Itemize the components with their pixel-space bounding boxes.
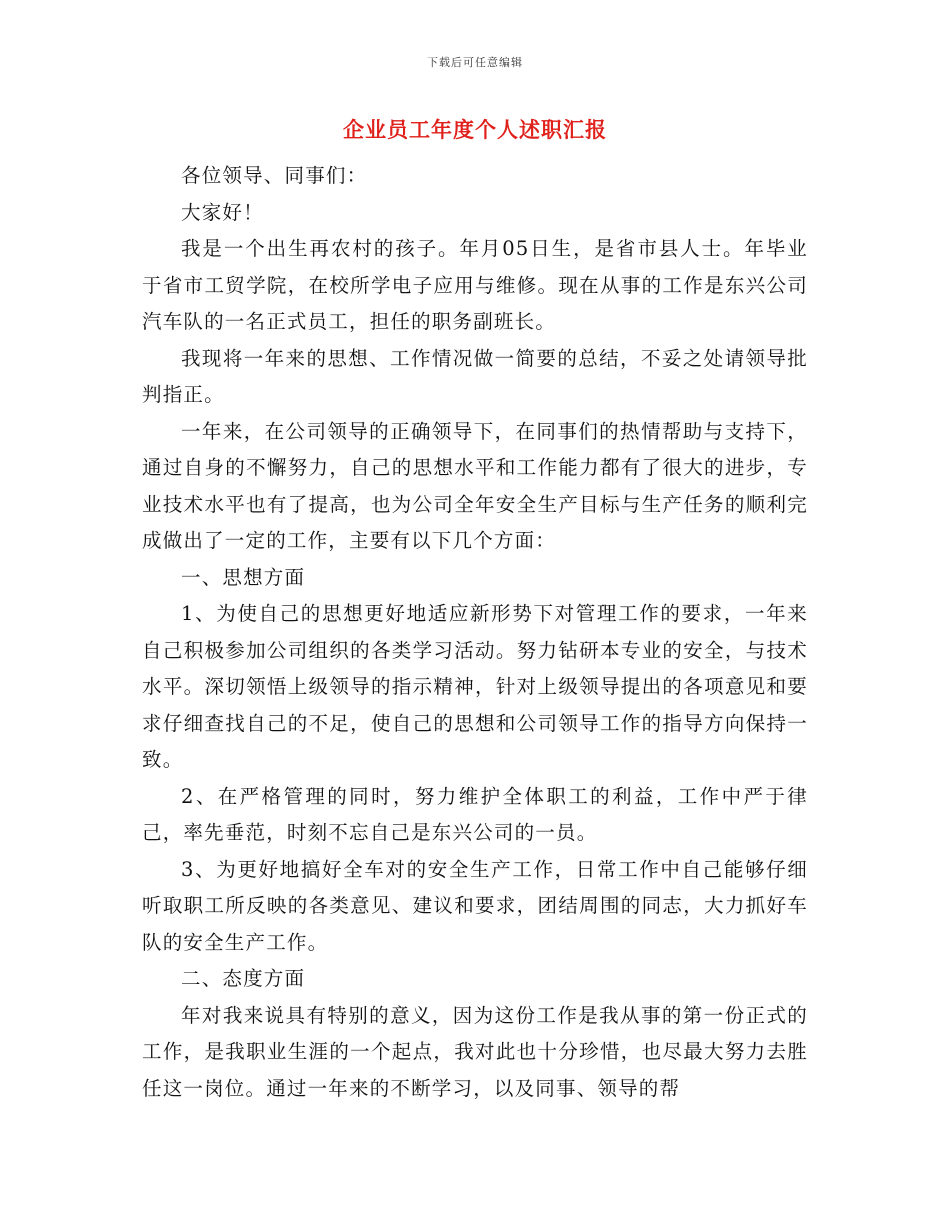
paragraph-summary-note: 我现将一年来的思想、工作情况做一简要的总结，不妥之处请领导批判指正。 xyxy=(142,346,808,406)
header-note: 下载后可任意编辑 xyxy=(427,56,523,69)
paragraph-thought-1: 1、为使自己的思想更好地适应新形势下对管理工作的要求，一年来自己积极参加公司组织的各类学习活动。努力钻研本专业的安全，与技术水平。深切领悟上级领导的指示精神，针对上级领导提出的各项意见和要求仔细查找自己的不足，使自己的思想和公司领导工作的指导方向保持一致。 xyxy=(142,602,808,771)
paragraph-hello: 大家好！ xyxy=(181,200,264,224)
paragraph-overview: 一年来，在公司领导的正确领导下，在同事们的热情帮助与支持下，通过自身的不懈努力，自己的思想水平和工作能力都有了很大的进步，专业技术水平也有了提高，也为公司全年安全生产目标与生产任务的顺利完成做出了一定的工作，主要有以下几个方面： xyxy=(142,419,808,552)
section-heading-attitude: 二、态度方面 xyxy=(181,967,306,990)
paragraph-intro: 我是一个出生再农村的孩子。年月05日生，是省市县人士。年毕业于省市工贸学院，在校所学电子应用与维修。现在从事的工作是东兴公司汽车队的一名正式员工，担任的职务副班长。 xyxy=(142,237,808,333)
paragraph-greeting: 各位领导、同事们： xyxy=(181,164,368,187)
paragraph-attitude-1: 年对我来说具有特别的意义，因为这份工作是我从事的第一份正式的工作，是我职业生涯的一个起点，我对此也十分珍惜，也尽最大努力去胜任这一岗位。通过一年来的不断学习，以及同事、领导的帮 xyxy=(142,1003,808,1100)
section-heading-thought: 一、思想方面 xyxy=(181,565,306,589)
document-body xyxy=(142,158,808,1107)
document-title: 企业员工年度个人述职汇报 xyxy=(343,117,607,142)
paragraph-thought-2: 2、在严格管理的同时，努力维护全体职工的利益，工作中严于律己，率先垂范，时刻不忘自己是东兴公司的一员。 xyxy=(142,784,808,844)
paragraph-thought-3: 3、为更好地搞好全车对的安全生产工作，日常工作中自己能够仔细听取职工所反映的各类意见、建议和要求，团结周围的同志，大力抓好车队的安全生产工作。 xyxy=(142,857,808,954)
